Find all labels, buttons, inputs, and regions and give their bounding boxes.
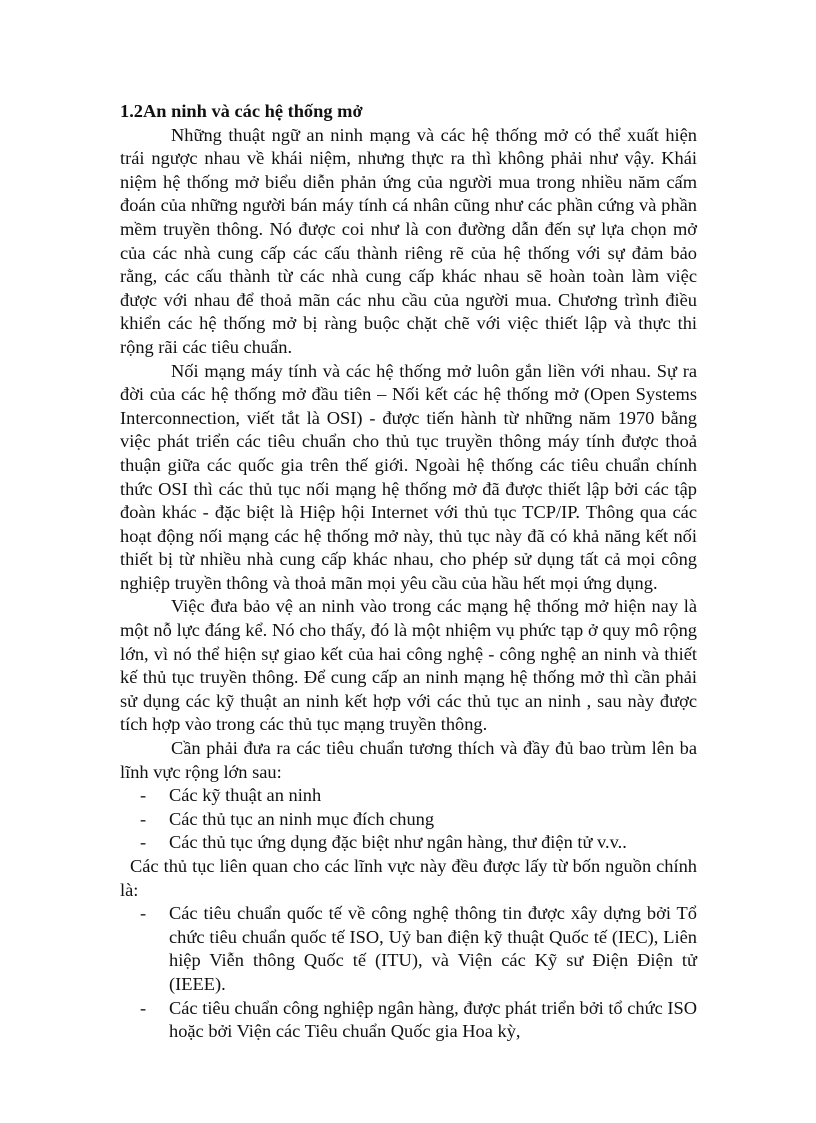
paragraph-sources-intro: Các thủ tục liên quan cho các lĩnh vực này đều được lấy từ bốn nguồn chính là: [120, 856, 697, 900]
list-item-text: Các tiêu chuẩn quốc tế về công nghệ thông tin được xây dựng bởi Tổ chức tiêu chuẩn quốc tế ISO, Uỷ ban điện kỹ thuật Quốc tế (IEC), Liên hiệp Viễn thông Quốc tế (ITU), và Viện các Kỹ sư Điện Điện tử (IEEE). [169, 903, 697, 994]
paragraph-standards-intro: Cần phải đưa ra các tiêu chuẩn tương thích và đầy đủ bao trùm lên ba lĩnh vực rộng lớn sau: [120, 738, 697, 782]
list-dash: - [140, 997, 147, 1018]
list-item-text: Các kỹ thuật an ninh [169, 785, 322, 806]
section-heading: 1.2An ninh và các hệ thống mở [120, 101, 363, 121]
list-dash: - [140, 903, 147, 924]
list-dash: - [140, 832, 147, 853]
list-item [120, 997, 697, 1044]
list-dash: - [140, 808, 147, 829]
list-item-text: Các tiêu chuẩn công nghiệp ngân hàng, được phát triển bởi tổ chức ISO hoặc bởi Viện các Tiêu chuẩn Quốc gia Hoa kỳ, [169, 997, 697, 1042]
list-item-text: Các thủ tục ứng dụng đặc biệt như ngân hàng, thư điện tử v.v.. [169, 832, 627, 853]
list-item [120, 784, 697, 808]
sources-list [120, 902, 697, 1044]
list-item [120, 808, 697, 832]
list-dash: - [140, 785, 147, 806]
paragraph-open-systems-concept: Những thuật ngữ an ninh mạng và các hệ thống mở có thể xuất hiện trái ngược nhau về khái niệm, nhưng thực ra thì không phải như vậy. Khái niệm hệ thống mở biểu diễn phản ứng của người mua trong nhiều năm cấm đoán của những người bán máy tính cá nhân cũng như các phần cứng và phần mềm truyền thông. Nó được coi như là con đường dẫn đến sự lựa chọn mở của các nhà cung cấp các cấu thành riêng rẽ của hệ thống với sự đảm bảo rằng, các cấu thành từ các nhà cung cấp khác nhau sẽ hoàn toàn làm việc được với nhau để thoả mãn các nhu cầu của người mua. Chương trình điều khiển các hệ thống mở bị ràng buộc chặt chẽ với việc thiết lập và thực thi rộng rãi các tiêu chuẩn. [120, 124, 697, 357]
paragraph-osi-history: Nối mạng máy tính và các hệ thống mở luôn gắn liền với nhau. Sự ra đời của các hệ thống mở đầu tiên – Nối kết các hệ thống mở (Open Systems Interconnection, viết tắt là OSI) - được tiến hành từ những năm 1970 bằng việc phát triển các tiêu chuẩn cho thủ tục truyền thông máy tính được thoả thuận giữa các quốc gia trên thế giới. Ngoài hệ thống các tiêu chuẩn chính thức OSI thì các thủ tục nối mạng hệ thống mở đã được thiết lập bởi các tập đoàn khác - đặc biệt là Hiệp hội Internet với thủ tục TCP/IP. Thông qua các hoạt động nối mạng các hệ thống mở này, thủ tục này đã có khả năng kết nối thiết bị từ nhiều nhà cung cấp khác nhau, cho phép sử dụng tất cả mọi công nghiệp truyền thông và thoả mãn mọi yêu cầu của hầu hết mọi ứng dụng. [120, 360, 697, 593]
list-item [120, 902, 697, 996]
paragraph-security-integration: Việc đưa bảo vệ an ninh vào trong các mạng hệ thống mở hiện nay là một nỗ lực đáng kể. Nó cho thấy, đó là một nhiệm vụ phức tạp ở quy mô rộng lớn, vì nó thể hiện sự giao kết của hai công nghệ - công nghệ an ninh và thiết kế thủ tục truyền thông. Để cung cấp an ninh mạng hệ thống mở thì cần phải sử dụng các kỹ thuật an ninh kết hợp với các thủ tục an ninh , sau này được tích hợp vào trong các thủ tục mạng truyền thông. [120, 596, 697, 735]
document-page [120, 100, 697, 1044]
list-item-text: Các thủ tục an ninh mục đích chung [169, 808, 435, 829]
areas-list [120, 784, 697, 855]
list-item [120, 831, 697, 855]
